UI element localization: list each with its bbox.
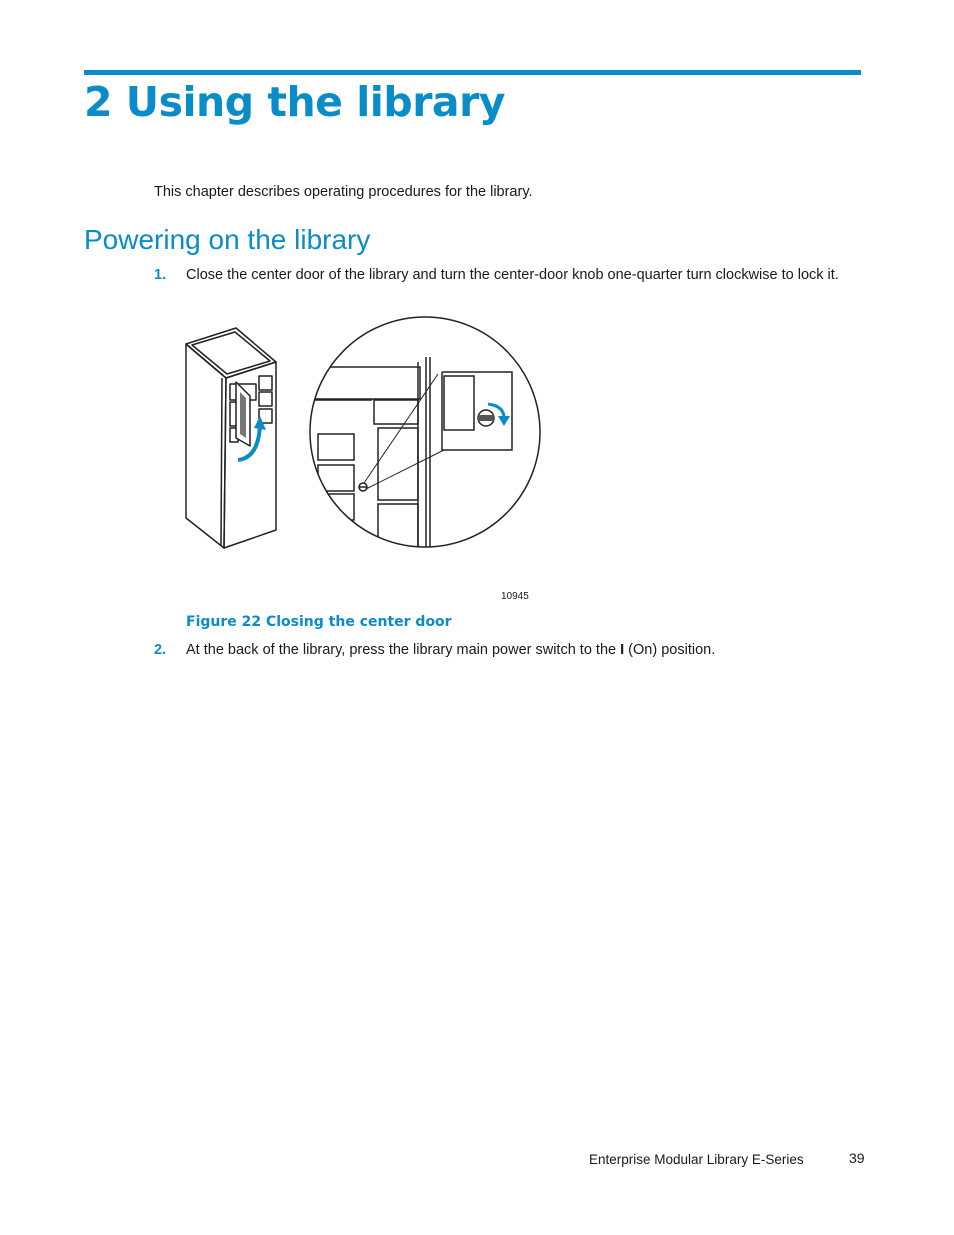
- step-number: 1.: [154, 267, 167, 283]
- step-text-before: At the back of the library, press the library main power switch to the: [186, 642, 621, 658]
- step-2: [154, 642, 715, 658]
- step-text: Close the center door of the library and turn the center-door knob one-quarter turn clockwise to lock it.: [186, 267, 839, 283]
- step-number: 2.: [154, 642, 167, 658]
- footer-title: Enterprise Modular Library E-Series: [589, 1152, 804, 1167]
- chapter-intro: This chapter describes operating procedures for the library.: [154, 184, 533, 200]
- section-title: Powering on the library: [84, 224, 371, 255]
- power-switch-symbol: I: [620, 642, 625, 658]
- figure-caption: Figure 22 Closing the center door: [186, 614, 452, 630]
- page-number: 39: [849, 1150, 865, 1166]
- step-1: [154, 267, 839, 283]
- chapter-title: 2 Using the library: [84, 78, 506, 126]
- chapter-rule: [84, 70, 861, 75]
- figure-id: 10945: [501, 591, 529, 602]
- step-text-after: (On) position.: [624, 642, 716, 658]
- library-door-illustration: [178, 312, 550, 562]
